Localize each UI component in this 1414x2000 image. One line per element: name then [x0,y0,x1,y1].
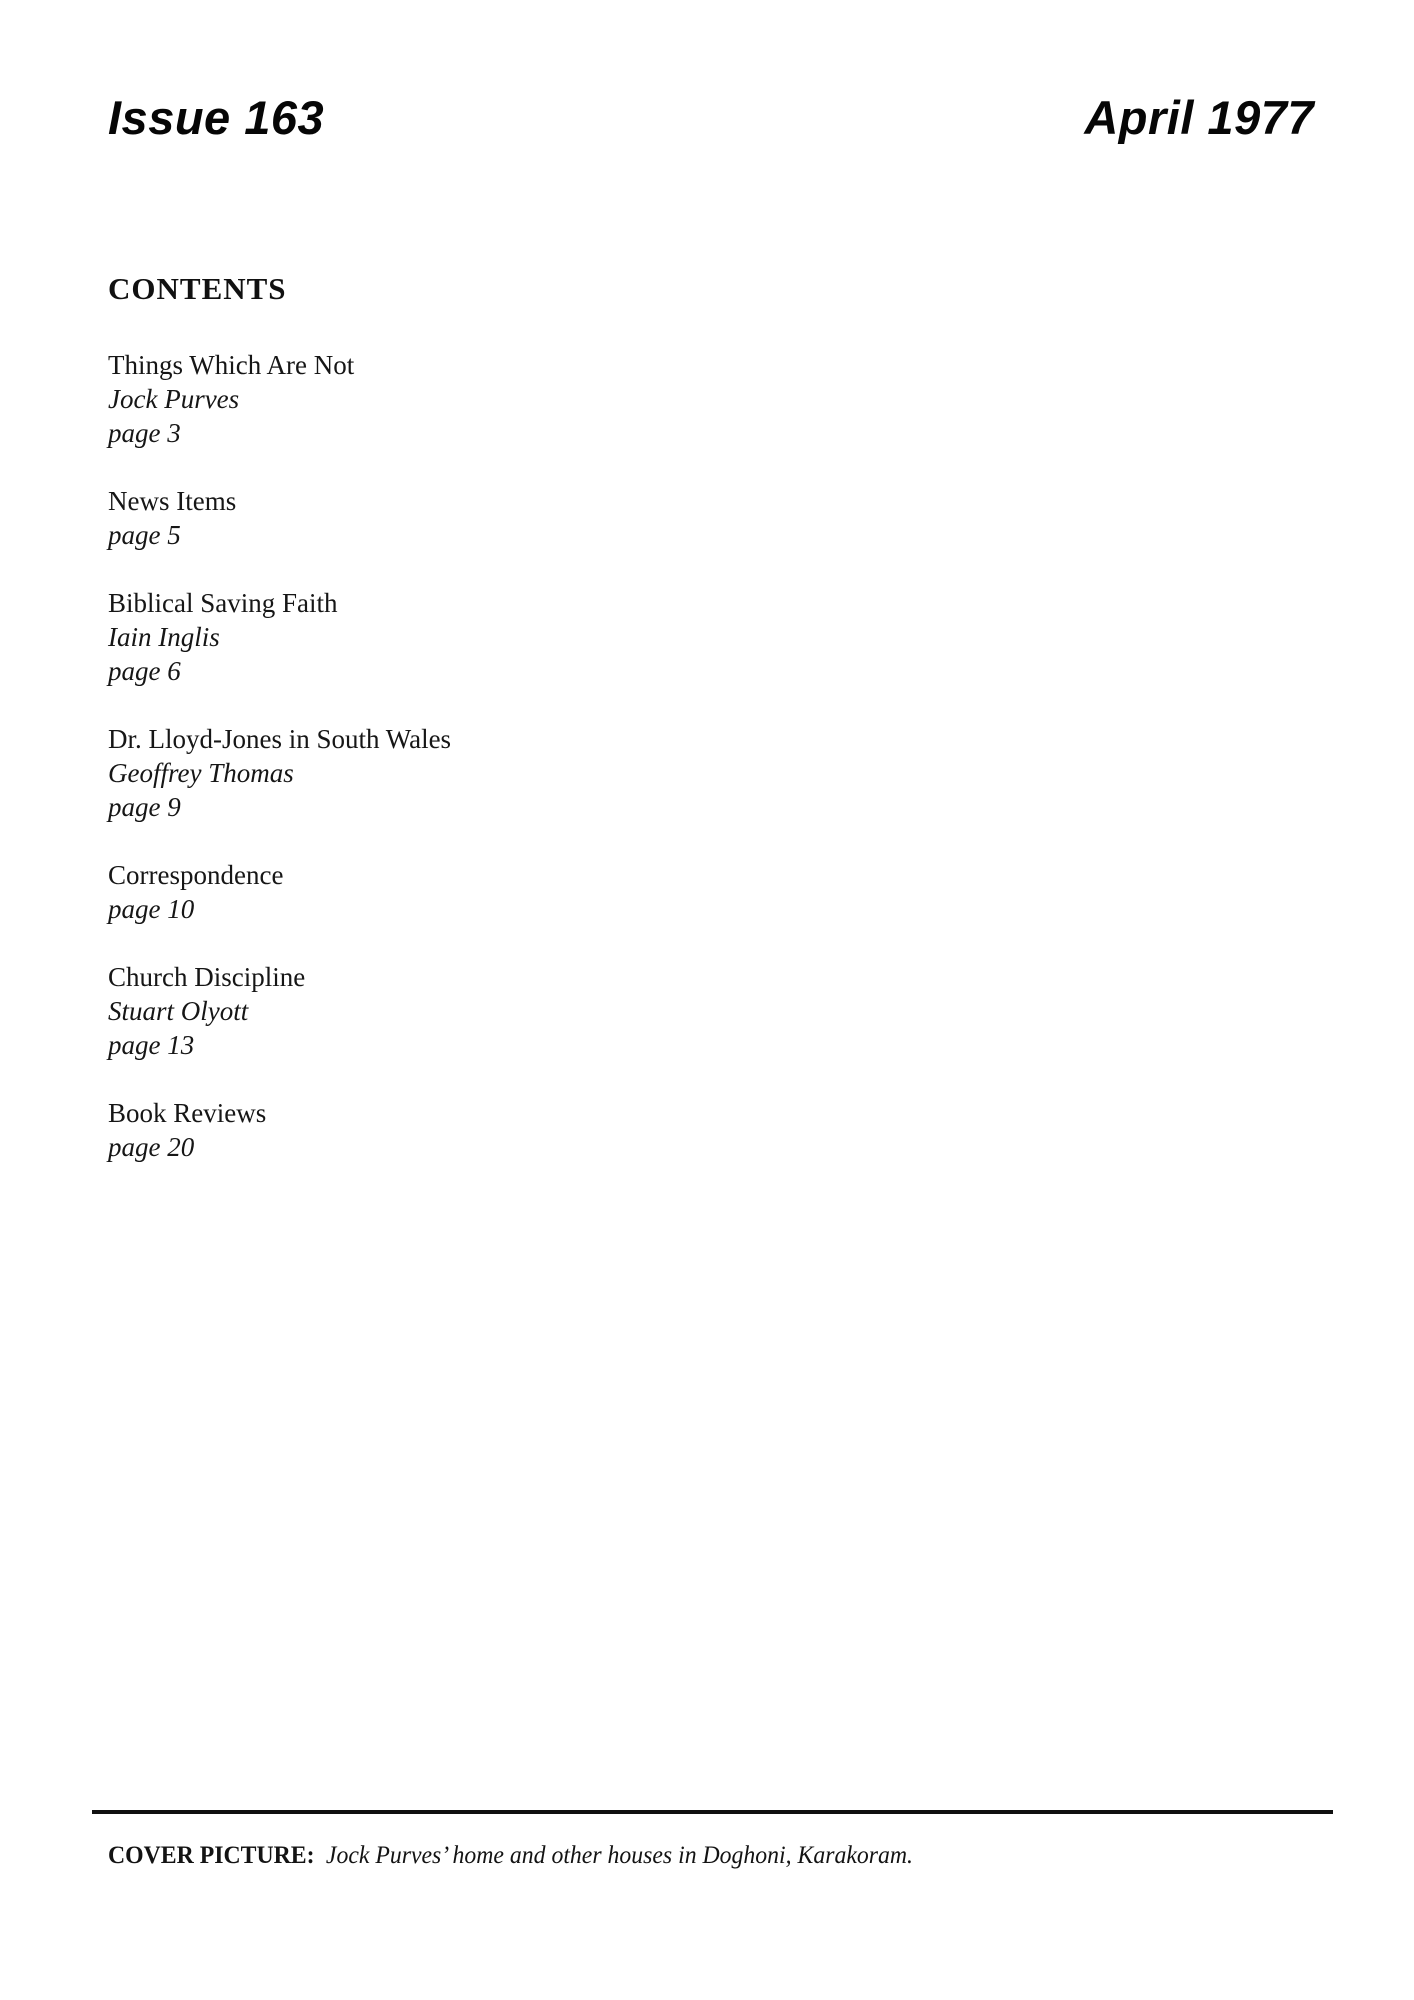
contents-entry [108,858,451,926]
contents-list [108,348,451,1198]
cover-picture-caption [108,1840,913,1872]
contents-entry [108,348,451,450]
page-header [108,91,1314,144]
entry-page: page 5 [108,520,181,550]
issue-date: April 1977 [1084,91,1314,144]
cover-picture-label: COVER PICTURE: [108,1842,315,1869]
entry-page: page 10 [108,894,195,924]
contents-entry [108,1096,451,1164]
entry-title: Book Reviews [108,1098,267,1128]
contents-entry [108,960,451,1062]
entry-author: Stuart Olyott [108,996,249,1026]
entry-author: Geoffrey Thomas [108,758,294,788]
footer-rule [92,1810,1333,1814]
contents-entry [108,586,451,688]
issue-number: Issue 163 [108,91,325,144]
entry-title: Things Which Are Not [108,350,355,380]
entry-page: page 3 [108,418,181,448]
entry-page: page 6 [108,656,181,686]
contents-heading: CONTENTS [108,271,287,306]
entry-title: Dr. Lloyd-Jones in South Wales [108,724,452,754]
entry-author: Jock Purves [108,384,240,414]
entry-author: Iain Inglis [108,622,220,652]
entry-page: page 13 [108,1030,195,1060]
entry-title: Church Discipline [108,962,306,992]
contents-entry [108,484,451,552]
entry-title: Biblical Saving Faith [108,588,338,618]
entry-title: News Items [108,486,237,516]
entry-page: page 20 [108,1132,195,1162]
cover-picture-text: Jock Purves’ home and other houses in Doghoni, Karakoram. [325,1842,913,1869]
entry-title: Correspondence [108,860,284,890]
contents-entry [108,722,451,824]
entry-page: page 9 [108,792,181,822]
